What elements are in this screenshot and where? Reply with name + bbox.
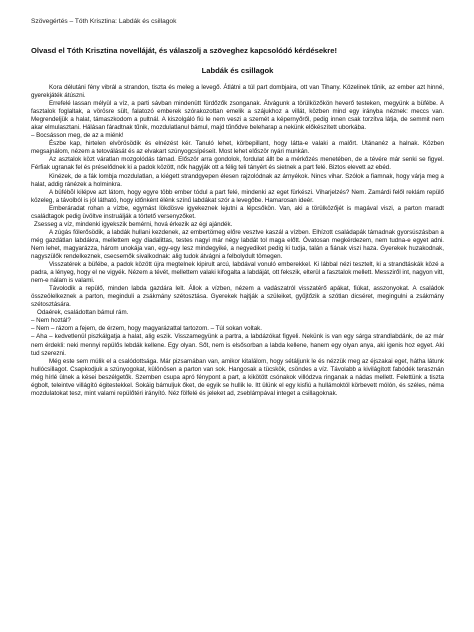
paragraph: – Nem hoztál? [31, 317, 71, 325]
paragraph: Észbe kap, hirtelen elvörösödik és elnézést kér. Tanuló lehet, körbepillant, hogy látta-e valaki a malőrt. Utánanéz a halnak. Közben megsajnálom, nézem a tetoválását és az elvakart szúnyogcsípéseit. Most lehet először nyári munkán. [31, 140, 444, 156]
paragraph: Errefelé lassan mélyül a víz, a parti sávban mindenütt fürdőzők zsonganak. Átvágunk a törülközőkön heverő testeken, megyünk a büfébe. A fasztalok foglaltak, a vörösre sült, falatozó emberek szórakozottan emelik a szájukhoz a villát, közben mind egy irányba néznek: meccs van. Megrendeljük a halat, támaszkodom a pultnál. A kiszolgáló fiú le nem veszi a szemét a képernyőről, pedig innen csak torzítva látja, de semmit nem akar elmulasztani. Hálásan fáradtnak tűnik, mozdulatlanul bámul, majd tűnődve beleharap a nekünk előkészített uborkába. [31, 100, 444, 132]
paragraph: Kinézek, de a fák lombja mozdulatlan, a kiégett strandgyepen élesen rajzolódnak az árnyékok. Nincs vihar. Szólok a fiamnak, hogy várja meg a halat, addig ránézek a holminkra. [31, 172, 444, 188]
paragraph: – Aha – kedvetlenül piszkálgatja a halat, alig eszik. Visszamegyünk a partra, a labdázókat figyeli. Nekünk is van egy sárga strandlabdánk, de az már nem érdekli: neki mennyi repülős lebdák kellene. Egy olyan. Sőt, nem is elsősorban a labda kellene, hanem egy olyan anya, aki igenis hoz egyet. Aki tud szerezni. [31, 333, 444, 357]
paragraph: Távolodik a repülő, minden labda gazdára lelt. Állok a vízben, nézem a vadászatról visszatérő apákat, fiúkat, asszonyokat. A családok összeölelkeznek a parton, meginduli a zsákmány szétosztása. Gyerekek hajtják a szüleiket, gyűjtőzik a szótlan dicséret, megingulni a zsákmány szétosztására. [31, 285, 444, 309]
paragraph: – Nem – rázom a fejem, de érzem, hogy magyarázattal tartozom. – Túl sokan voltak. [31, 325, 262, 333]
paragraph: Kora délutáni fény vibrál a strandon, tiszta és meleg a levegő. Átlátni a túl part dombjaira, ott van Tihany. Közelinek tűnik, az ember azt hinné, gyerekjáték átúszni. [31, 84, 444, 100]
paragraph: Visszatérek a büfébe, a padok között újra megtelnek kipirult arcú, labdával vonuló emberekkel. Ki lábbal nézi tesztelt, ki a strandtáskák közé a padra, a lényeg, hogy el ne vigyék. Nézem a tévét, mellettem valaki kifogalta a labdáját, ott fekszik, elterül a fasztalok mellett. Messziről int, nagyon vitt, nem-e nálam is valami. [31, 261, 444, 285]
paragraph: Zsesseg a víz, mindenki igyekszik bemérni, hová érkezik az égi ajándék. [34, 220, 233, 228]
paragraph: Odaérek, családottan bámul rám. [37, 309, 129, 317]
paragraph: Az asztalok közt váratlan mozgolódás támad. Először arra gondolok, fordulat állt be a mérkőzés menetében, de a tévére már senki se figyel. Férfiak ugranak fel és préselődnek ki a padok között, nők hagyják ott a félig teli tányért és sietnek a part felé. Biztos elevett az ebéd. [31, 156, 444, 172]
story-body [31, 84, 444, 398]
paragraph: Még este sem múlik el a csalódottsága. Már pizsamában van, amikor kitalálom, hogy sétáljunk le és nézzük meg az éjszakai eget, hátha látunk hullócsillagot. Csapkodjuk a szúnyogokat, különösen a parton van sok. Hangosak a tücskök, csöndes a víz. Távolabb a kivilágított fabódék terasznán még hírlé ülnek a kései beszélgetők. Szemben csupa apró fénypont a part, a kikötött csónakok villódzva ringanak a nádas mellett. Felettünk a tiszta égbolt, teleintve villágító égitestekkel. Sokáig bámuljuk őket, de egyik se hullik le. Itt ülünk el egy kisfiú a hullámoktól körbevett mólón, és széles, néma mozdulatokat tesz, mint valami repülőtéri irányító. Néz fölfelé és jeleket ad, zseblámpával integet a csillagoknak. [31, 357, 444, 397]
paragraph: Emberáradat rohan a vízbe, egymást lökdösve igyekeznek lejutni a lépcsőkön. Van, aki a törülközőjét is magával viszi, a parton maradt családtagok pedig üvöltve instruálják a törtető versenyzőket. [31, 204, 444, 220]
paragraph: A büfébõl kilépve azt látom, hogy egyre több ember tódul a part felé, mindenki az eget fürkészi. Viharjelzés? Nem. Zamárdi felől reklám repülő közeleg, a távolból is jól látható, hogy időnként élénk színű labdákat szór a levegőbe. Hamarosan ideér. [31, 188, 444, 204]
paragraph: A zúgás fölerősödik, a labdák hullani kezdenek, az embertömeg előre vesztve kaszál a vízben. Elhízott családapák támadnak gyorsúszásban a még gazdátlan labdákra, mellettem egy diadalittas, testes nagyi már négy labdát tol maga előtt. Óvatosan megkérdezem, nem tudna-e egyet adni. Nem lehet, magyarázza, három unokája van, egy-egy lesz mindegyiké, a negyediket pedig ki tudja, talán a fiának viszi haza. Gyerekek huzakodnak, nagyszülők rendelkeznek, csecsemők sivalkodnak: alig tudok átvágni a felbolydult tömegen. [31, 228, 444, 260]
story-title: Labdák és csillagok [201, 66, 274, 75]
running-head: Szövegértés – Tóth Krisztina: Labdák és csillagok [31, 18, 177, 25]
instruction-heading: Olvasd el Tóth Krisztina novelláját, és válaszolj a szöveghez kapcsolódó kérdésekre! [31, 46, 337, 55]
paragraph: – Bocsásson meg, de az a miénk! [31, 132, 124, 140]
